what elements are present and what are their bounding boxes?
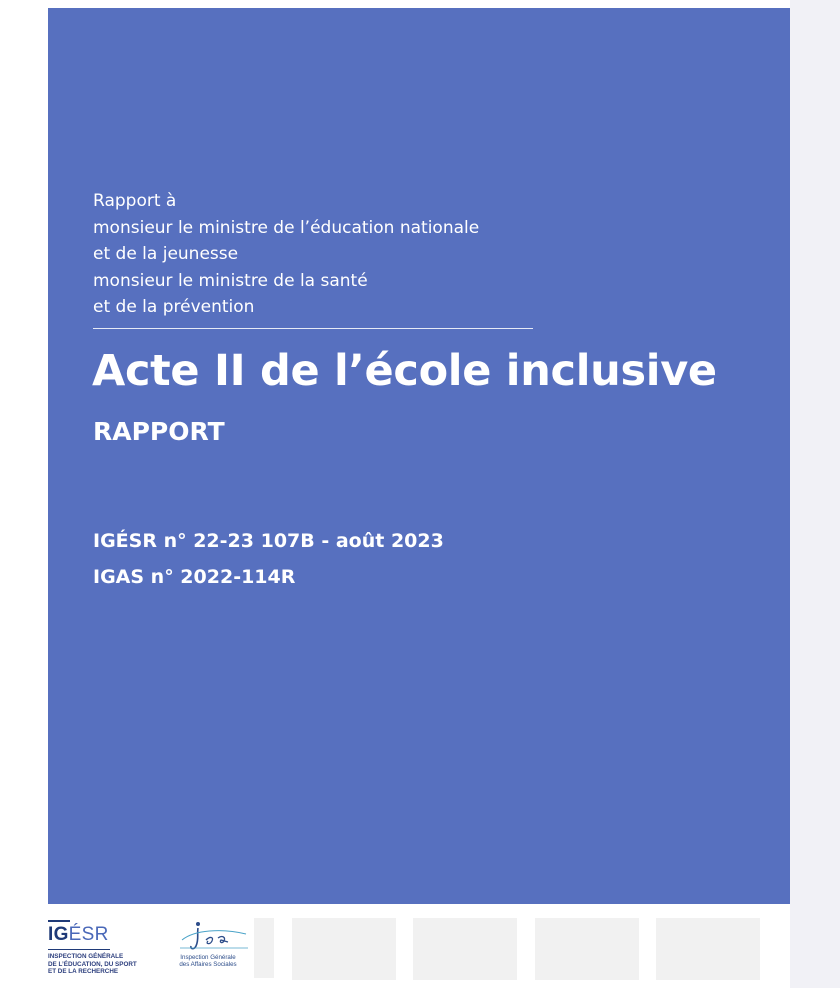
igas-logo-subtitle [175,954,241,968]
cover-panel [48,8,790,904]
logo-placeholder [292,918,396,980]
igesr-reference: IGÉSR n° 22-23 107B - août 2023 [93,530,444,552]
logo-placeholder [413,918,517,980]
igesr-logo-rule [48,949,110,950]
igesr-logo-subtitle [48,953,137,976]
logo-placeholder [535,918,639,980]
addressee-line: monsieur le ministre de l’éducation nationale [93,217,480,238]
logo-placeholder [656,918,760,980]
igesr-subtitle-line: DE L’ÉDUCATION, DU SPORT [48,960,137,968]
igesr-logo-esr: ÉSR [68,924,109,945]
addressee-line: monsieur le ministre de la santé [93,270,368,291]
document-type: RAPPORT [93,417,225,446]
igesr-logo-bar [48,920,70,922]
addressee-line: et de la prévention [93,297,255,317]
igesr-logo-mark [48,924,158,946]
addressee-line: Rapport à [93,191,177,211]
addressee-block [93,188,479,321]
igesr-logo [48,918,158,982]
igas-reference: IGAS n° 2022-114R [93,566,296,588]
igas-logo [170,918,274,978]
igas-subtitle-line: Inspection Générale [180,954,236,961]
page-gutter [790,0,840,988]
igas-subtitle-line: des Affaires Sociales [179,961,237,968]
igesr-subtitle-line: ET DE LA RECHERCHE [48,968,119,975]
igesr-logo-ig: IG [48,924,69,945]
title-divider [93,328,533,329]
igesr-subtitle-line: INSPECTION GÉNÉRALE [48,953,124,960]
addressee-line: et de la jeunesse [93,244,239,264]
igas-emblem-icon [170,918,254,954]
report-title: Acte II de l’école inclusive [92,346,717,396]
